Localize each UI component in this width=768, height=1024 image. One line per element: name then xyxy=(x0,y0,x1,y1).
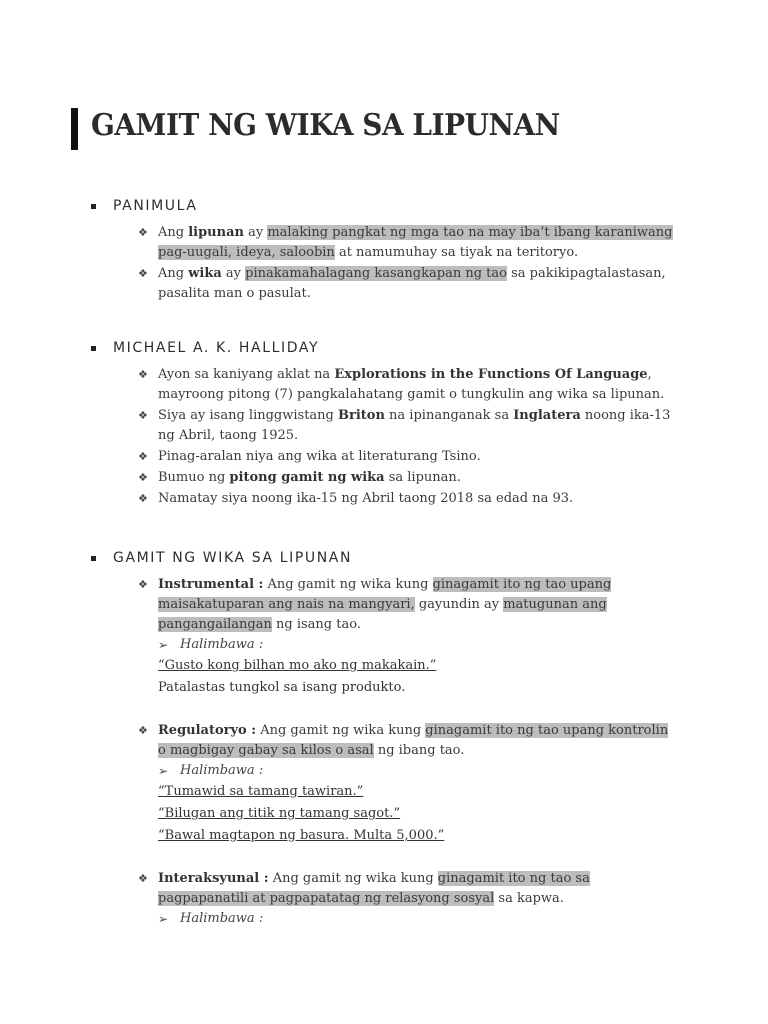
section-panimula xyxy=(91,198,678,304)
example-text: “Bawal magtapon ng basura. Multa 5,000.” xyxy=(158,828,445,843)
section-halliday xyxy=(91,340,678,509)
halimbawa-label: ➢ Halimbawa : xyxy=(91,909,678,929)
list-item: ❖ Siya ay isang linggwistang Briton na ipinanganak sa Inglatera noong ika-13 ng Abril, taong 1925. xyxy=(138,408,671,443)
list-item-regulatoryo: ❖ Regulatoryo : Ang gamit ng wika kung ginagamit ito ng tao upang kontrolin o magbigay gabay sa kilos o asal ng ibang tao. xyxy=(138,723,669,758)
example-text: Patalastas tungkol sa isang produkto. xyxy=(158,680,406,695)
list-item: ❖ Namatay siya noong ika-15 ng Abril taong 2018 sa edad na 93. xyxy=(91,489,678,509)
list-item-instrumental: ❖ Instrumental : Ang gamit ng wika kung ginagamit ito ng tao upang maisakatuparan ang nais na mangyari, gayundin ay matugunan ang pangangailangan ng isang tao. xyxy=(138,577,612,632)
list-item-interaksyunal: ❖ Interaksyunal : Ang gamit ng wika kung ginagamit ito ng tao sa pagpapanatili at pagpapatatag ng relasyong sosyal sa kapwa. xyxy=(138,871,590,906)
diamond-bullet-icon: ❖ xyxy=(138,578,148,591)
arrow-bullet-icon: ➢ xyxy=(158,764,169,778)
square-bullet-icon xyxy=(91,556,96,561)
list-item: ❖ Ang lipunan ay malaking pangkat ng mga tao na may iba’t ibang karaniwang pag-uugali, ideya, saloobin at namumuhay sa tiyak na teritoryo. xyxy=(138,225,673,260)
square-bullet-icon xyxy=(91,346,96,351)
diamond-bullet-icon: ❖ xyxy=(138,368,148,381)
section-heading: MICHAEL A. K. HALLIDAY xyxy=(91,340,678,362)
section-gamit xyxy=(91,550,678,929)
diamond-bullet-icon: ❖ xyxy=(138,409,148,422)
page-title: GAMIT NG WIKA SA LIPUNAN xyxy=(91,108,560,143)
diamond-bullet-icon: ❖ xyxy=(138,492,148,505)
arrow-bullet-icon: ➢ xyxy=(158,638,169,652)
diamond-bullet-icon: ❖ xyxy=(138,226,148,239)
example-text: “Gusto kong bilhan mo ako ng makakain.” xyxy=(158,658,437,673)
section-heading: PANIMULA xyxy=(91,198,678,220)
list-item: ❖ Ang wika ay pinakamahalagang kasangkapan ng tao sa pakikipagtalastasan, pasalita man o pasulat. xyxy=(138,266,666,301)
list-item: ❖ Pinag-aralan niya ang wika at literaturang Tsino. xyxy=(91,447,678,467)
square-bullet-icon xyxy=(91,204,96,209)
example-text: “Bilugan ang titik ng tamang sagot.” xyxy=(158,806,401,821)
halimbawa-label: ➢ Halimbawa : xyxy=(91,635,678,655)
list-item: ❖ Bumuo ng pitong gamit ng wika sa lipunan. xyxy=(91,468,678,488)
diamond-bullet-icon: ❖ xyxy=(138,267,148,280)
example-text: “Tumawid sa tamang tawiran.” xyxy=(158,784,364,799)
arrow-bullet-icon: ➢ xyxy=(158,912,169,926)
diamond-bullet-icon: ❖ xyxy=(138,724,148,737)
list-item: ❖ Ayon sa kaniyang aklat na Explorations in the Functions Of Language, mayroong pitong (7) pangkalahatang gamit o tungkulin ang wika sa lipunan. xyxy=(138,367,665,402)
diamond-bullet-icon: ❖ xyxy=(138,450,148,463)
halimbawa-label: ➢ Halimbawa : xyxy=(91,761,678,781)
title-accent-bar xyxy=(71,108,78,150)
diamond-bullet-icon: ❖ xyxy=(138,872,148,885)
section-heading: GAMIT NG WIKA SA LIPUNAN xyxy=(91,550,678,572)
diamond-bullet-icon: ❖ xyxy=(138,471,148,484)
